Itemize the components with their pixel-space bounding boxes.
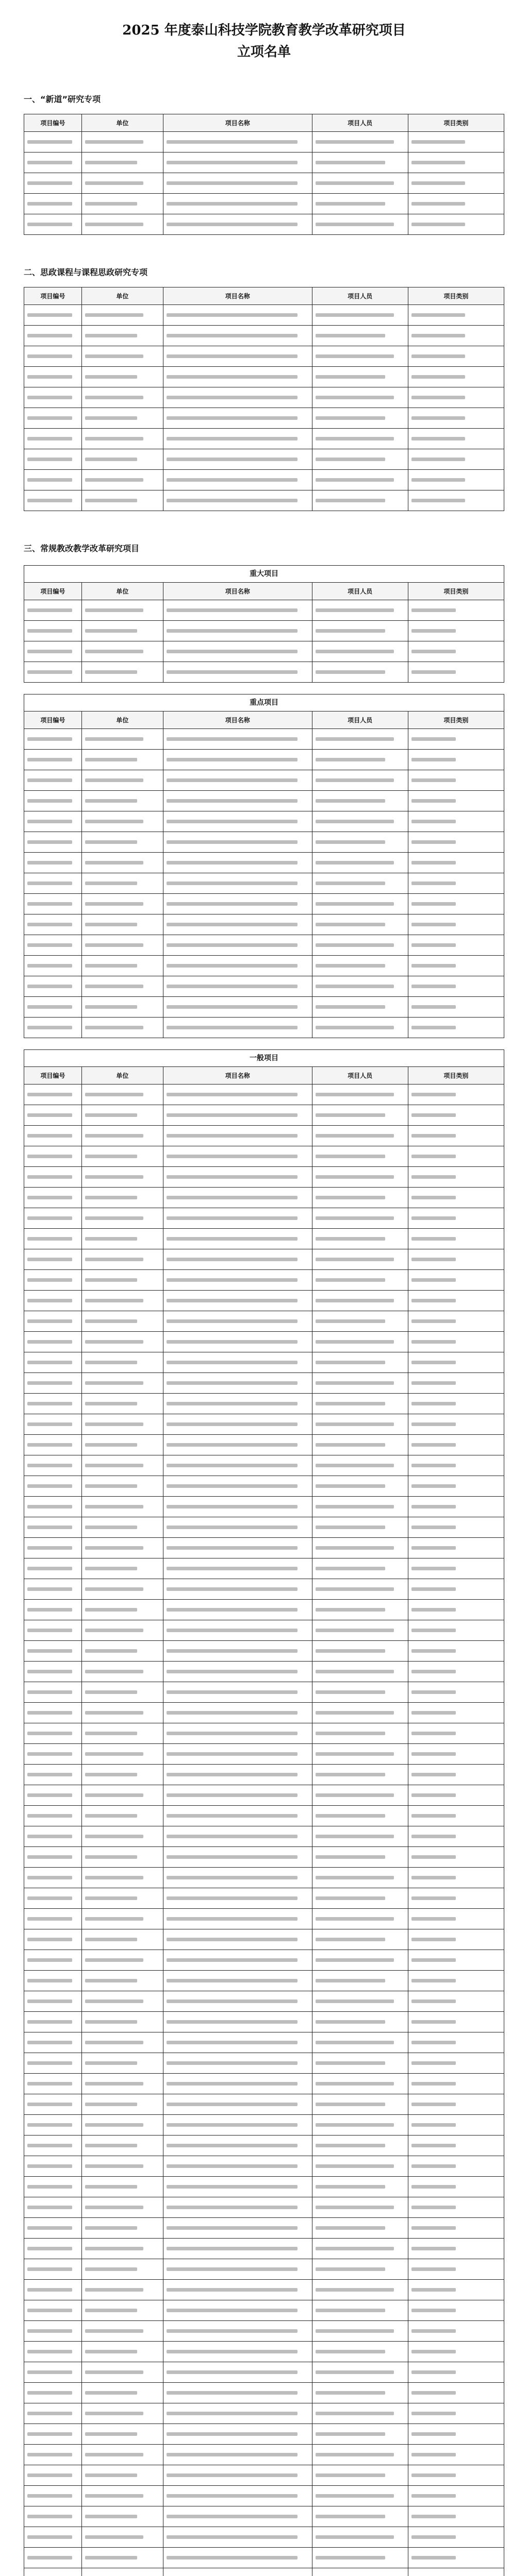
col-project-category: 项目类别: [408, 711, 504, 729]
table-row: [24, 1126, 504, 1146]
table-row: [24, 873, 504, 894]
table-row: [24, 2094, 504, 2115]
table-row: [24, 641, 504, 662]
table-row: [24, 976, 504, 997]
table-row: [24, 1497, 504, 1517]
table-row: [24, 1291, 504, 1311]
table-row: [24, 152, 504, 173]
table-row: [24, 770, 504, 791]
table-row: [24, 853, 504, 873]
table-row: [24, 600, 504, 621]
col-project-name: 项目名称: [163, 711, 312, 729]
col-project-members: 项目人员: [312, 711, 408, 729]
table-row: [24, 367, 504, 387]
table-row: [24, 621, 504, 641]
table-row: [24, 2218, 504, 2239]
table-row: [24, 2424, 504, 2445]
table-section-2: [24, 287, 504, 511]
table-row: [24, 1558, 504, 1579]
table-row: [24, 1476, 504, 1497]
table-row: [24, 1641, 504, 1662]
table-row: [24, 194, 504, 214]
table-row: [24, 662, 504, 683]
table-row: [24, 1868, 504, 1888]
page-title-line-1: 2025 年度泰山科技学院教育教学改革研究项目: [122, 23, 406, 38]
table-row: [24, 2259, 504, 2280]
table-row: [24, 791, 504, 811]
col-project-members: 项目人员: [312, 114, 408, 132]
table-row: [24, 1167, 504, 1188]
table-row: [24, 1517, 504, 1538]
col-project-name: 项目名称: [163, 1067, 312, 1084]
table-row: [24, 1414, 504, 1435]
table-row: [24, 2548, 504, 2568]
table-row: [24, 1662, 504, 1682]
table-key-projects: [24, 711, 504, 1038]
table-row: [24, 2300, 504, 2321]
group-title-major: 重大项目: [24, 565, 504, 582]
table-row: [24, 408, 504, 429]
col-project-name: 项目名称: [163, 583, 312, 600]
table-row: [24, 1311, 504, 1332]
col-unit: 单位: [81, 583, 163, 600]
table-row: [24, 832, 504, 853]
table-row: [24, 1909, 504, 1929]
table-row: [24, 1105, 504, 1126]
col-unit: 单位: [81, 1067, 163, 1084]
table-row: [24, 956, 504, 976]
table-row: [24, 2012, 504, 2032]
col-project-no: 项目编号: [24, 114, 82, 132]
table-row: [24, 2486, 504, 2506]
table-row: [24, 1146, 504, 1167]
table-major-projects: [24, 582, 504, 683]
table-row: [24, 1950, 504, 1971]
table-section-1: [24, 114, 504, 235]
table-row: [24, 346, 504, 367]
table-row: [24, 1971, 504, 1991]
col-project-name: 项目名称: [163, 287, 312, 305]
table-row: [24, 1579, 504, 1600]
col-project-no: 项目编号: [24, 287, 82, 305]
col-unit: 单位: [81, 711, 163, 729]
group-title-general: 一般项目: [24, 1049, 504, 1066]
table-row: [24, 1084, 504, 1105]
table-row: [24, 1373, 504, 1394]
table-row: [24, 1847, 504, 1868]
table-row: [24, 490, 504, 511]
table-row: [24, 935, 504, 956]
table-row: [24, 2506, 504, 2527]
table-row: [24, 1826, 504, 1847]
table-row: [24, 2115, 504, 2136]
col-project-category: 项目类别: [408, 583, 504, 600]
section-heading-2: 二、思政课程与课程思政研究专项: [24, 267, 148, 277]
table-row: [24, 1394, 504, 1414]
table-row: [24, 2239, 504, 2259]
table-row: [24, 2053, 504, 2074]
table-row: [24, 2342, 504, 2362]
table-row: [24, 1929, 504, 1950]
table-row: [24, 2383, 504, 2403]
table-row: [24, 1332, 504, 1352]
table-row: [24, 1991, 504, 2012]
table-row: [24, 449, 504, 470]
table-row: [24, 1744, 504, 1765]
table-row: [24, 729, 504, 750]
table-row: [24, 1620, 504, 1641]
table-row: [24, 1249, 504, 1270]
col-project-no: 项目编号: [24, 1067, 82, 1084]
table-row: [24, 1455, 504, 1476]
table-row: [24, 1018, 504, 1038]
table-row: [24, 2465, 504, 2486]
table-row: [24, 1703, 504, 1723]
table-row: [24, 1229, 504, 1249]
table-row: [24, 2321, 504, 2342]
table-row: [24, 2527, 504, 2548]
table-row: [24, 173, 504, 194]
table-row: [24, 750, 504, 770]
table-row: [24, 1600, 504, 1620]
table-row: [24, 2403, 504, 2424]
table-row: [24, 2177, 504, 2197]
table-row: [24, 387, 504, 408]
table-row: [24, 1888, 504, 1909]
table-row: [24, 1806, 504, 1826]
section-heading-1: 一、“新道”研究专项: [24, 94, 101, 104]
table-row: [24, 811, 504, 832]
table-row: [24, 997, 504, 1018]
table-row: [24, 1723, 504, 1744]
table-row: [24, 2156, 504, 2177]
table-row: [24, 1435, 504, 1455]
table-row: [24, 2445, 504, 2465]
table-row: [24, 214, 504, 235]
col-project-name: 项目名称: [163, 114, 312, 132]
table-row: [24, 1538, 504, 1558]
table-row: [24, 2197, 504, 2218]
table-row: [24, 470, 504, 490]
table-row: [24, 1352, 504, 1373]
table-row: [24, 914, 504, 935]
table-row: [24, 429, 504, 449]
section-heading-3: 三、常规教改教学改革研究项目: [24, 544, 140, 553]
table-row: [24, 2280, 504, 2300]
table-row: [24, 2032, 504, 2053]
table-row: [24, 2362, 504, 2383]
col-project-no: 项目编号: [24, 711, 82, 729]
table-general-projects: [24, 1066, 504, 2576]
table-row: [24, 326, 504, 346]
table-row: [24, 1682, 504, 1703]
table-row: [24, 1208, 504, 1229]
col-project-category: 项目类别: [408, 287, 504, 305]
col-project-members: 项目人员: [312, 583, 408, 600]
table-row: [24, 2074, 504, 2094]
table-row: [24, 1270, 504, 1291]
table-row: [24, 894, 504, 914]
page-title-line-2: 立项名单: [237, 44, 291, 60]
col-project-category: 项目类别: [408, 1067, 504, 1084]
table-row: [24, 2568, 504, 2576]
table-row: [24, 2136, 504, 2156]
col-project-category: 项目类别: [408, 114, 504, 132]
col-project-members: 项目人员: [312, 1067, 408, 1084]
table-row: [24, 1188, 504, 1208]
table-row: [24, 1785, 504, 1806]
table-row: [24, 132, 504, 152]
col-project-no: 项目编号: [24, 583, 82, 600]
group-title-key: 重点项目: [24, 694, 504, 711]
col-unit: 单位: [81, 287, 163, 305]
table-row: [24, 305, 504, 326]
col-project-members: 项目人员: [312, 287, 408, 305]
col-unit: 单位: [81, 114, 163, 132]
table-row: [24, 1765, 504, 1785]
